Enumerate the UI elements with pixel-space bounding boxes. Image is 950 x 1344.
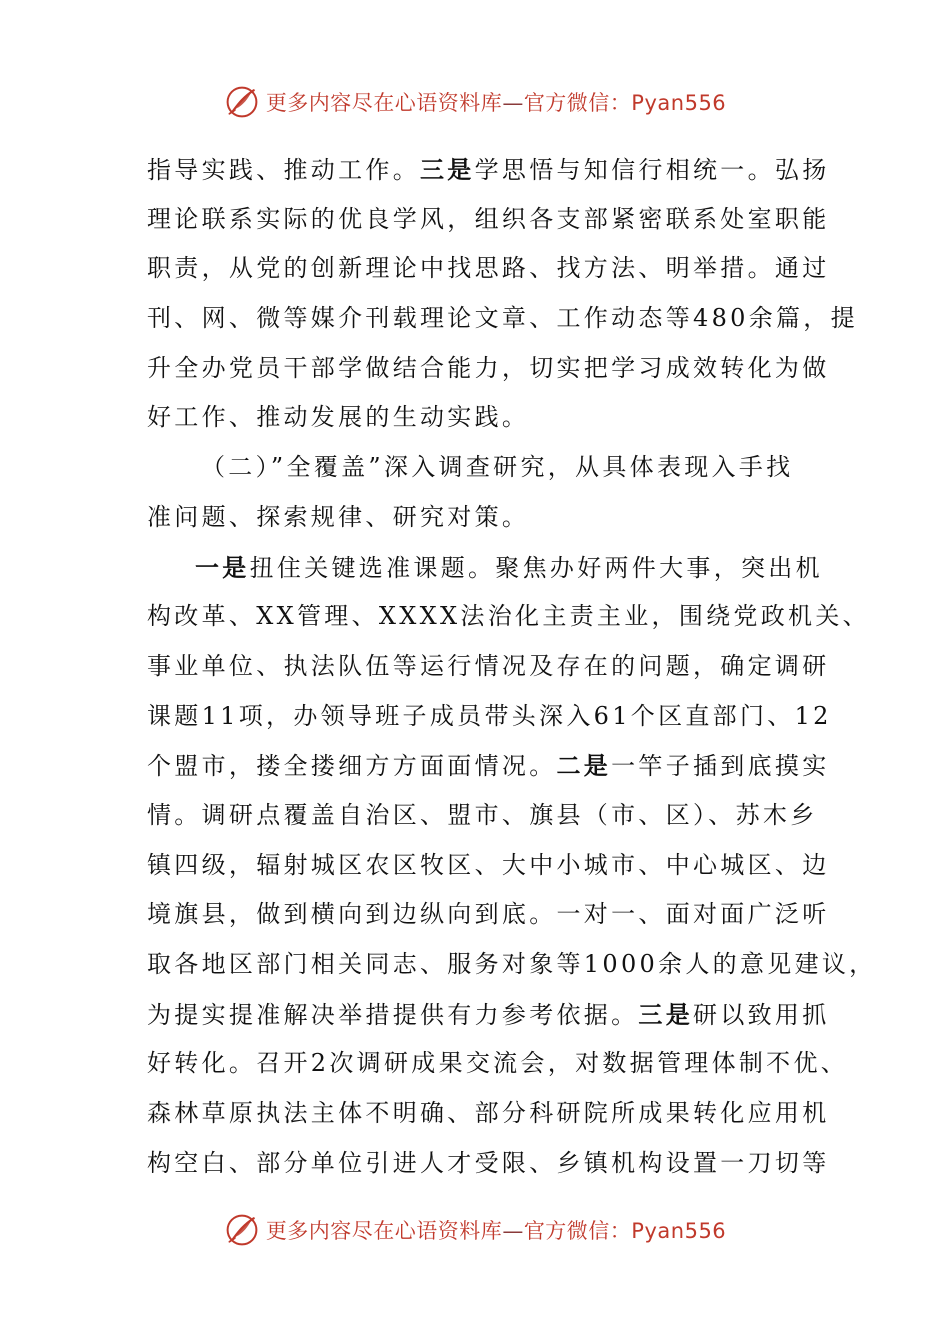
text-run: 一竿子插到底摸实: [611, 752, 830, 781]
watermark-text: [266, 87, 726, 117]
bold-run: 二是: [556, 751, 612, 781]
text-line: 森林草原执法主体不明确、部分科研院所成果转化应用机: [147, 1099, 830, 1128]
watermark-text: [266, 1215, 726, 1245]
text-line: 升全办党员干部学做结合能力，切实把学习成效转化为做: [147, 353, 830, 382]
document-body: [147, 145, 877, 1188]
text-line: [147, 990, 830, 1040]
bold-run: 三是: [420, 155, 475, 184]
text-line: 构空白、部分单位引进人才受限、乡镇机构设置一刀切等: [147, 1148, 830, 1177]
text-line: 准问题、探索规律、研究对策。: [147, 502, 530, 531]
text-line: 刊、网、微等媒介刊载理论文章、工作动态等480余篇，提: [147, 304, 858, 333]
text-line: 境旗县，做到横向到边纵向到底。一对一、面对面广泛听: [147, 900, 830, 929]
watermark-official-account: 官方微信：Pyan556: [523, 91, 727, 115]
text-line: 事业单位、执法队伍等运行情况及存在的问题，确定调研: [147, 651, 830, 680]
text-line: 课题11项，办领导班子成员带头深入61个区直部门、12: [147, 701, 832, 730]
text-line: 取各地区部门相关同志、服务对象等1000余人的意见建议，: [147, 950, 877, 978]
bold-run: 一是: [195, 552, 250, 582]
text-run: 指导实践、推动工作。: [147, 156, 420, 184]
text-line: [147, 145, 830, 195]
watermark-dash: —: [502, 91, 524, 115]
bold-run: 三是: [638, 999, 694, 1029]
text-run: 学思悟与知信行相统一。弘扬: [474, 156, 830, 184]
text-line: 好转化。召开2次调研成果交流会，对数据管理体制不优、: [147, 1049, 849, 1078]
text-line: 职责，从党的创新理论中找思路、找方法、明举措。通过: [147, 254, 830, 283]
text-line: 好工作、推动发展的生动实践。: [147, 403, 530, 432]
watermark-main-text: 更多内容尽在心语资料库: [265, 91, 503, 115]
quill-logo-icon: [224, 1212, 260, 1248]
quill-logo-icon: [224, 84, 260, 120]
watermark-dash: —: [502, 1219, 524, 1243]
text-line: 情。调研点覆盖自治区、盟市、旗县（市、区）、苏木乡: [147, 800, 818, 829]
text-line: [147, 543, 823, 593]
watermark-group: [224, 1212, 726, 1248]
text-line: 镇四级，辐射城区农区牧区、大中小城市、中心城区、边: [147, 850, 830, 879]
text-line: [147, 741, 830, 791]
text-run: 扭住关键选准课题。聚焦办好两件大事，突出机: [249, 553, 823, 582]
text-line: 构改革、XX管理、XXXX法治化主责主业，围绕党政机关、: [147, 602, 870, 631]
watermark-banner-top: [0, 82, 950, 122]
text-line: 理论联系实际的优良学风，组织各支部紧密联系处室职能: [147, 204, 830, 233]
watermark-group: [224, 84, 726, 120]
section-heading: （二）”全覆盖”深入调查研究，从具体表现入手找: [201, 453, 794, 482]
watermark-main-text: 更多内容尽在心语资料库: [265, 1219, 503, 1243]
text-run: 为提实提准解决举措提供有力参考依据。: [147, 1000, 639, 1029]
text-run: 研以致用抓: [693, 1000, 830, 1029]
watermark-banner-bottom: [0, 1210, 950, 1250]
watermark-official-account: 官方微信：Pyan556: [523, 1219, 727, 1243]
text-run: 个盟市，搂全搂细方方面面情况。: [147, 752, 557, 781]
